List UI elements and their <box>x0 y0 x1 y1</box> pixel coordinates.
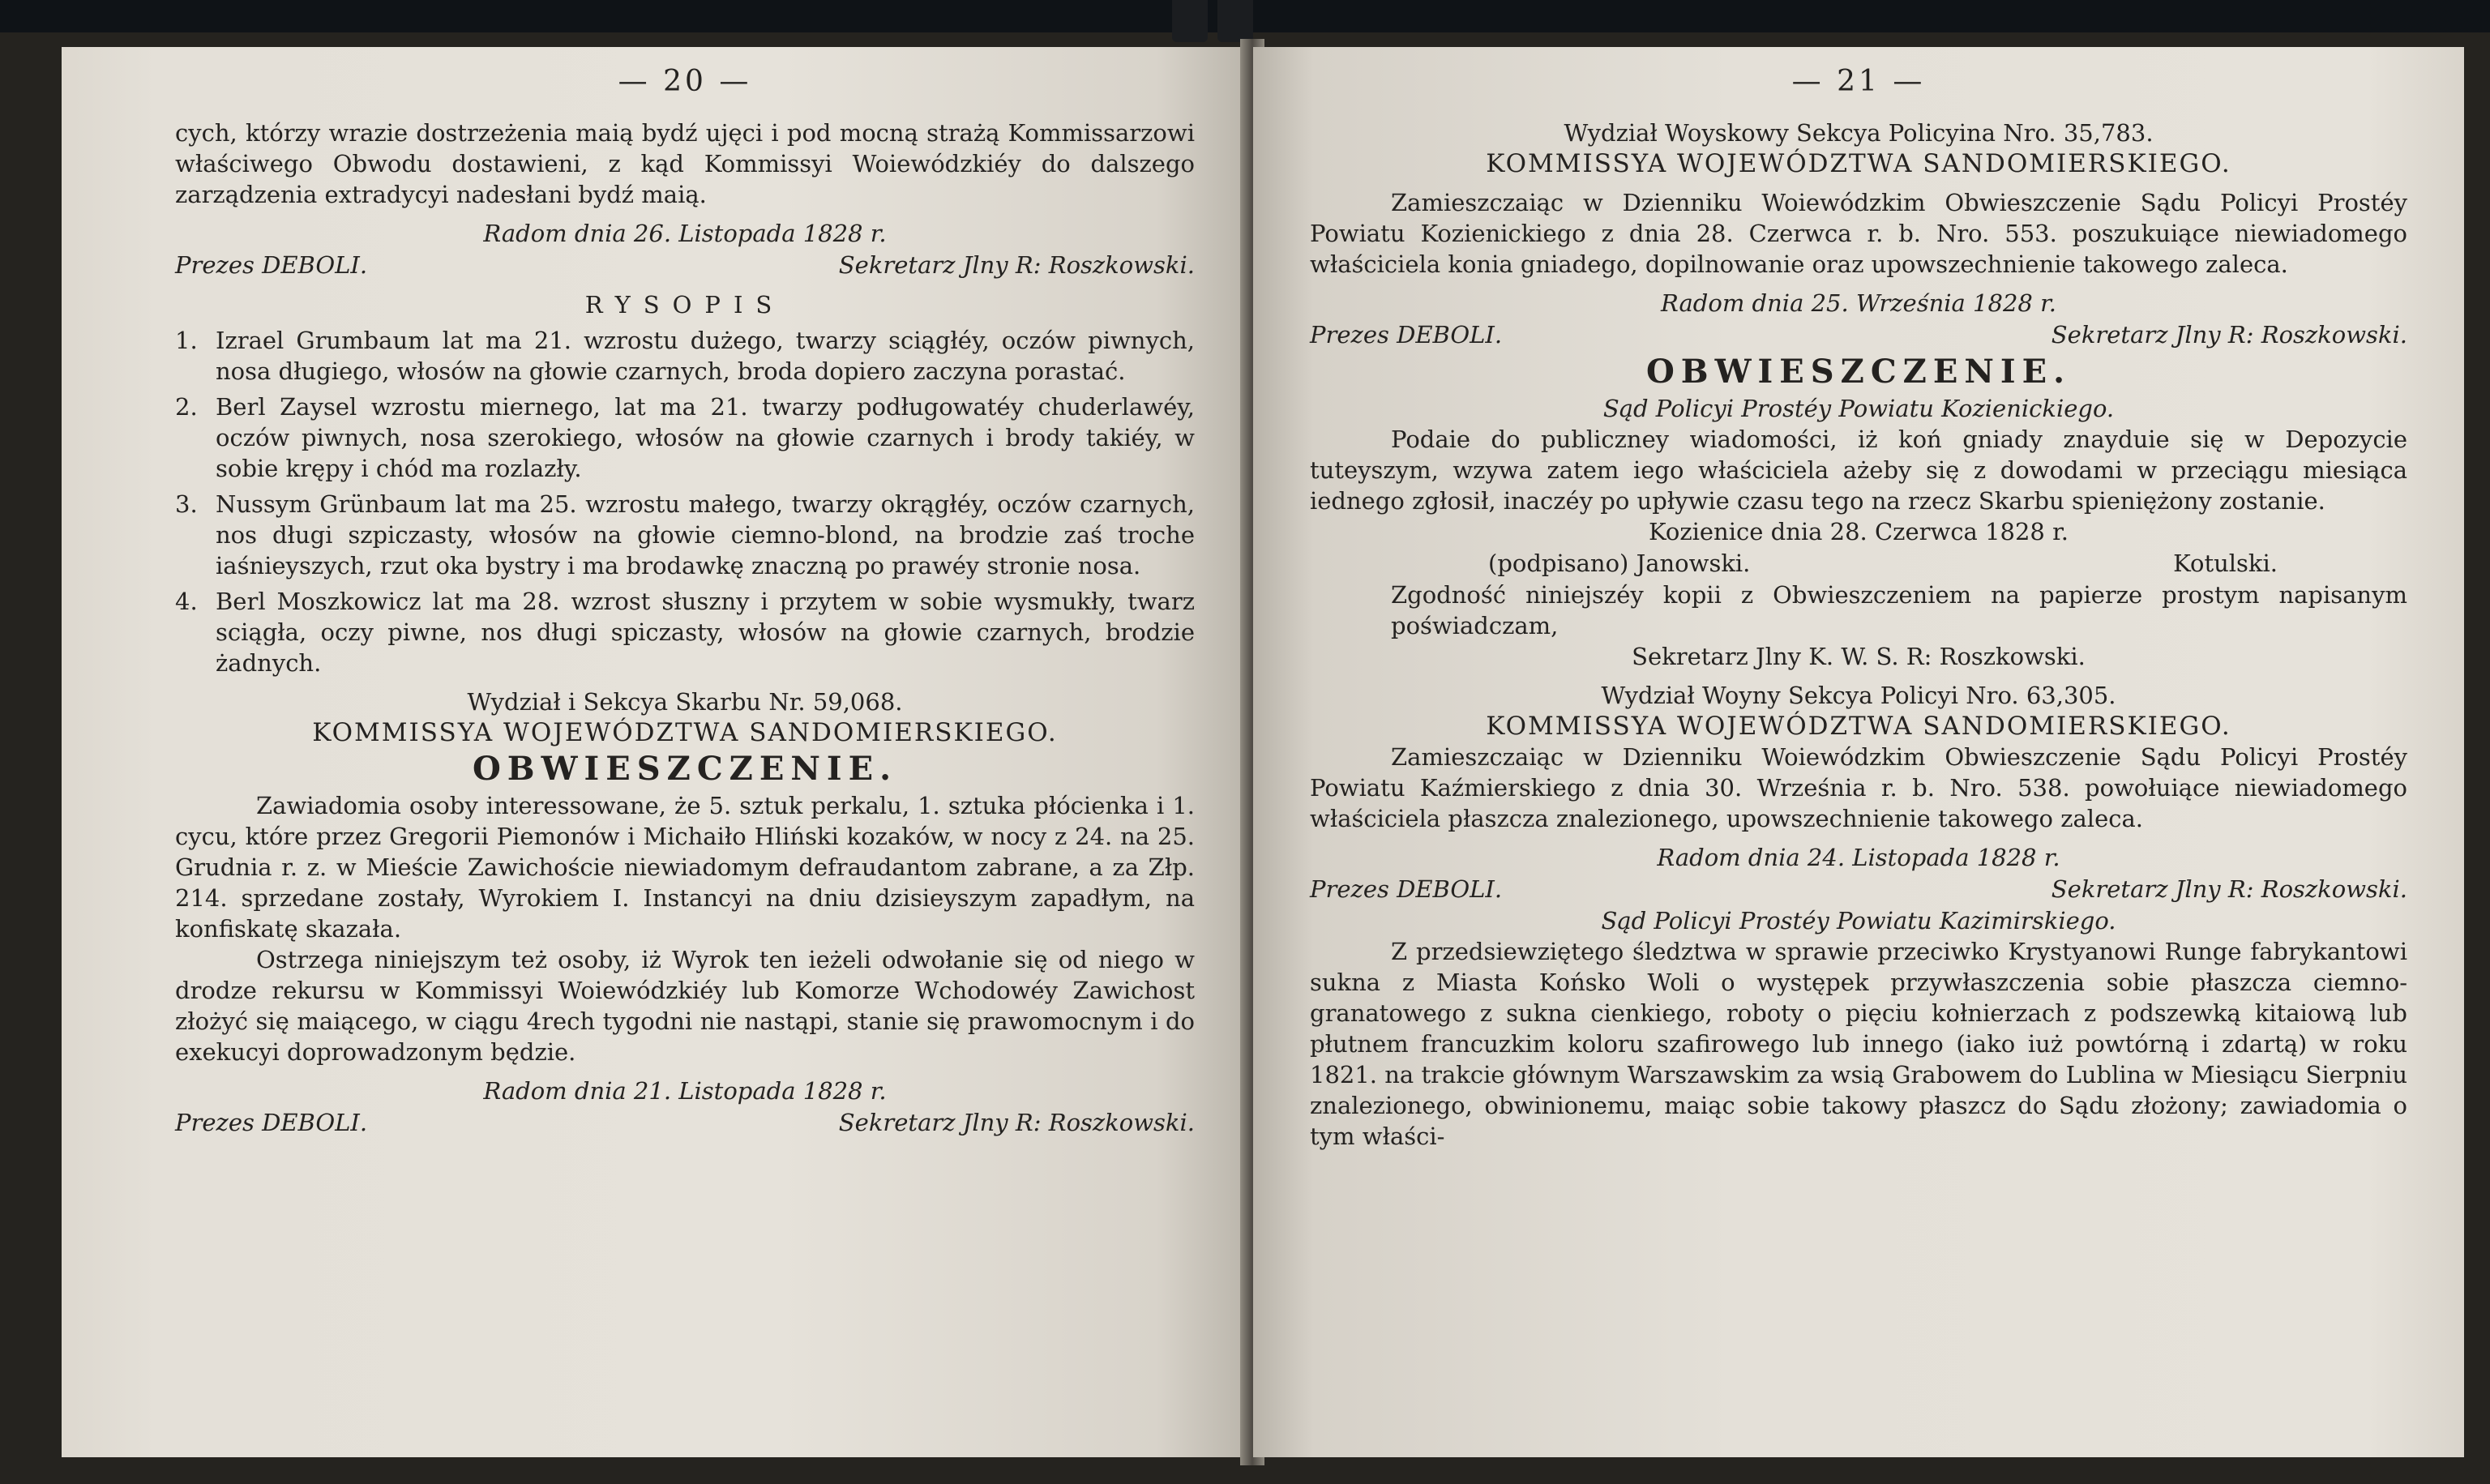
secretary: Sekretarz Jlny R: Roszkowski. <box>2051 321 2407 349</box>
place-date: Radom dnia 26. Listopada 1828 r. <box>483 220 887 247</box>
place-date: Radom dnia 24. Listopada 1828 r. <box>1657 844 2060 871</box>
commission-heading: KOMMISSYA WOJEWÓDZTWA SANDOMIERSKIEGO. <box>1486 712 2231 741</box>
intro-paragraph: cych, którzy wrazie dostrzeżenia maią bydź ujęci i pod mocną strażą Kommissarzowi właściwego Obwodu dostawieni, z kąd Kommissyi Woiewódzkiéy do dalszego zarządzenia extradycyi nadesłani bydź maią. <box>175 119 1195 208</box>
page-number: — 21 — <box>1791 65 1926 98</box>
signed-by: Kotulski. <box>2173 550 2278 577</box>
announcement-heading: OBWIESZCZENIE. <box>1645 353 2072 391</box>
commission-heading: KOMMISSYA WOJEWÓDZTWA SANDOMIERSKIEGO. <box>1486 149 2231 178</box>
president: Prezes DEBOLI. <box>175 251 368 279</box>
department-line: Wydział Woyny Sekcya Policyi Nro. 63,305. <box>1601 682 2116 709</box>
place-date: Kozienice dnia 28. Czerwca 1828 r. <box>1649 518 2069 545</box>
secretary: Sekretarz Jlny R: Roszkowski. <box>2051 875 2407 903</box>
secretary: Sekretarz Jlny R: Roszkowski. <box>838 251 1195 279</box>
description-item: 1. Izrael Grumbaum lat ma 21. wzrostu dużego, twarzy sciągłéy, oczów piwnych, nosa długiego, włosów na głowie czarnych, broda dopiero zaczyna porastać. <box>175 327 1195 385</box>
signature-line <box>1310 547 2407 579</box>
signature-line <box>175 1106 1195 1139</box>
binding-clip <box>1172 0 1208 42</box>
announcement-paragraph: Ostrzega niniejszym też osoby, iż Wyrok ten ieżeli odwołanie się od niego w drodze rekursu w Kommissyi Woiewódzkiéy lub Komorze Wchodowéy Zawichost złożyć się maiącego, w ciągu 4rech tygodni nie nastąpi, stanie się prawomocnym i do exekucyi doprowadzonym będzie. <box>175 946 1195 1066</box>
certification-line: Zgodność niniejszéy kopii z Obwieszczeniem na papierze prostym napisanym poświadczam, <box>1391 581 2407 639</box>
place-date: Radom dnia 21. Listopada 1828 r. <box>483 1077 887 1105</box>
commission-heading: KOMMISSYA WOJEWÓDZTWA SANDOMIERSKIEGO. <box>312 718 1058 747</box>
description-item: 4. Berl Moszkowicz lat ma 28. wzrost słuszny i przytem w sobie wysmukły, twarz sciągła, oczy piwne, nos długi spiczasty, włosów na głowie czarnych, brodzie żadnych. <box>175 588 1195 677</box>
signature-line <box>1310 873 2407 905</box>
president: Prezes DEBOLI. <box>1310 321 1503 349</box>
signed-by: (podpisano) Janowski. <box>1488 550 1751 577</box>
court-name: Sąd Policyi Prostéy Powiatu Kozienickiego. <box>1602 395 2115 422</box>
announcement-heading: OBWIESZCZENIE. <box>472 750 898 788</box>
department-line: Wydział Woyskowy Sekcya Policyina Nro. 35,783. <box>1564 119 2154 147</box>
signature-line <box>175 249 1195 281</box>
announcement-paragraph: Zamieszczaiąc w Dzienniku Woiewódzkim Obwieszczenie Sądu Policyi Prostéy Powiatu Kozienickiego z dnia 28. Czerwca r. b. Nro. 553. poszukuiące niewiadomego właściciela konia gniadego, dopilnowanie oraz upowszechnienie takowego zaleca. <box>1310 189 2407 278</box>
president: Prezes DEBOLI. <box>175 1109 368 1136</box>
secretary-full: Sekretarz Jlny K. W. S. R: Roszkowski. <box>1632 643 2086 670</box>
announcement-paragraph: Podaie do publiczney wiadomości, iż koń gniady znayduie się w Depozycie tuteyszym, wzywa zatem iego właściciela ażeby się z dowodami w przeciągu miesiąca iednego zgłosił, inaczéy po upływie czasu tego na rzecz Skarbu spieniężony zostanie. <box>1310 426 2407 515</box>
rysopis-heading: RYSOPIS <box>584 291 785 319</box>
description-item: 3. Nussym Grünbaum lat ma 25. wzrostu małego, twarzy okrągłéy, oczów czarnych, nos długi szpiczasty, włosów na głowie ciemno-blond, na brodzie zaś troche iaśnieyszych, rzut oka bystry i ma brodawkę znaczną po prawéy stronie nosa. <box>175 490 1195 579</box>
place-date: Radom dnia 25. Września 1828 r. <box>1661 289 2056 317</box>
right-page <box>1253 47 2464 1457</box>
announcement-paragraph: Zamieszczaiąc w Dzienniku Woiewódzkim Obwieszczenie Sądu Policyi Prostéy Powiatu Kaźmierskiego z dnia 30. Września r. b. Nro. 538. powołuiące niewiadomego właściciela płaszcza znalezionego, upowszechnienie takowego zaleca. <box>1310 743 2407 832</box>
left-page <box>62 47 1251 1457</box>
signature-line <box>1310 319 2407 351</box>
president: Prezes DEBOLI. <box>1310 875 1503 903</box>
description-item: 2. Berl Zaysel wzrostu miernego, lat ma 21. twarzy podługowatéy chuderlawéy, oczów piwnych, nosa szerokiego, włosów na głowie czarnych i brody takiéy, w sobie krępy i chód ma rozlazły. <box>175 393 1195 482</box>
secretary: Sekretarz Jlny R: Roszkowski. <box>838 1109 1195 1136</box>
announcement-paragraph: Z przedsiewziętego śledztwa w sprawie przeciwko Krystyanowi Runge fabrykantowi sukna z Miasta Końsko Woli o występek przywłaszczenia sobie płaszcza ciemno-granatowego z sukna cienkiego, roboty o pięciu kołnierzach z podszewką kitaiową lub płutnem francuzkim koloru szafirowego lub innego (iako iuż powtórną i zdartą) w roku 1821. na trakcie głównym Warszawskim za wsią Grabowem do Lublina w Miesiącu Sierpniu znalezionego, obwinionemu, maiąc sobie takowy płaszcz do Sądu złożony; zawiadomia o tym właści- <box>1310 938 2407 1150</box>
page-number: — 20 — <box>618 65 752 98</box>
department-line: Wydział i Sekcya Skarbu Nr. 59,068. <box>467 688 903 716</box>
announcement-paragraph: Zawiadomia osoby interessowane, że 5. sztuk perkalu, 1. sztuka płócienka i 1. cycu, które przez Gregorii Piemonów i Michaiło Hliński kozaków, w nocy z 24. na 25. Grudnia r. z. w Mieście Zawichoście niewiadomym defraudantom zabrane, a za Złp. 214. sprzedane zostały, Wyrokiem I. Instancyi na dniu dzisieyszym zapadłym, na konfiskatę skazała. <box>175 792 1195 943</box>
court-name: Sąd Policyi Prostéy Powiatu Kazimirskiego. <box>1601 907 2116 934</box>
binding-clip <box>1217 0 1253 42</box>
